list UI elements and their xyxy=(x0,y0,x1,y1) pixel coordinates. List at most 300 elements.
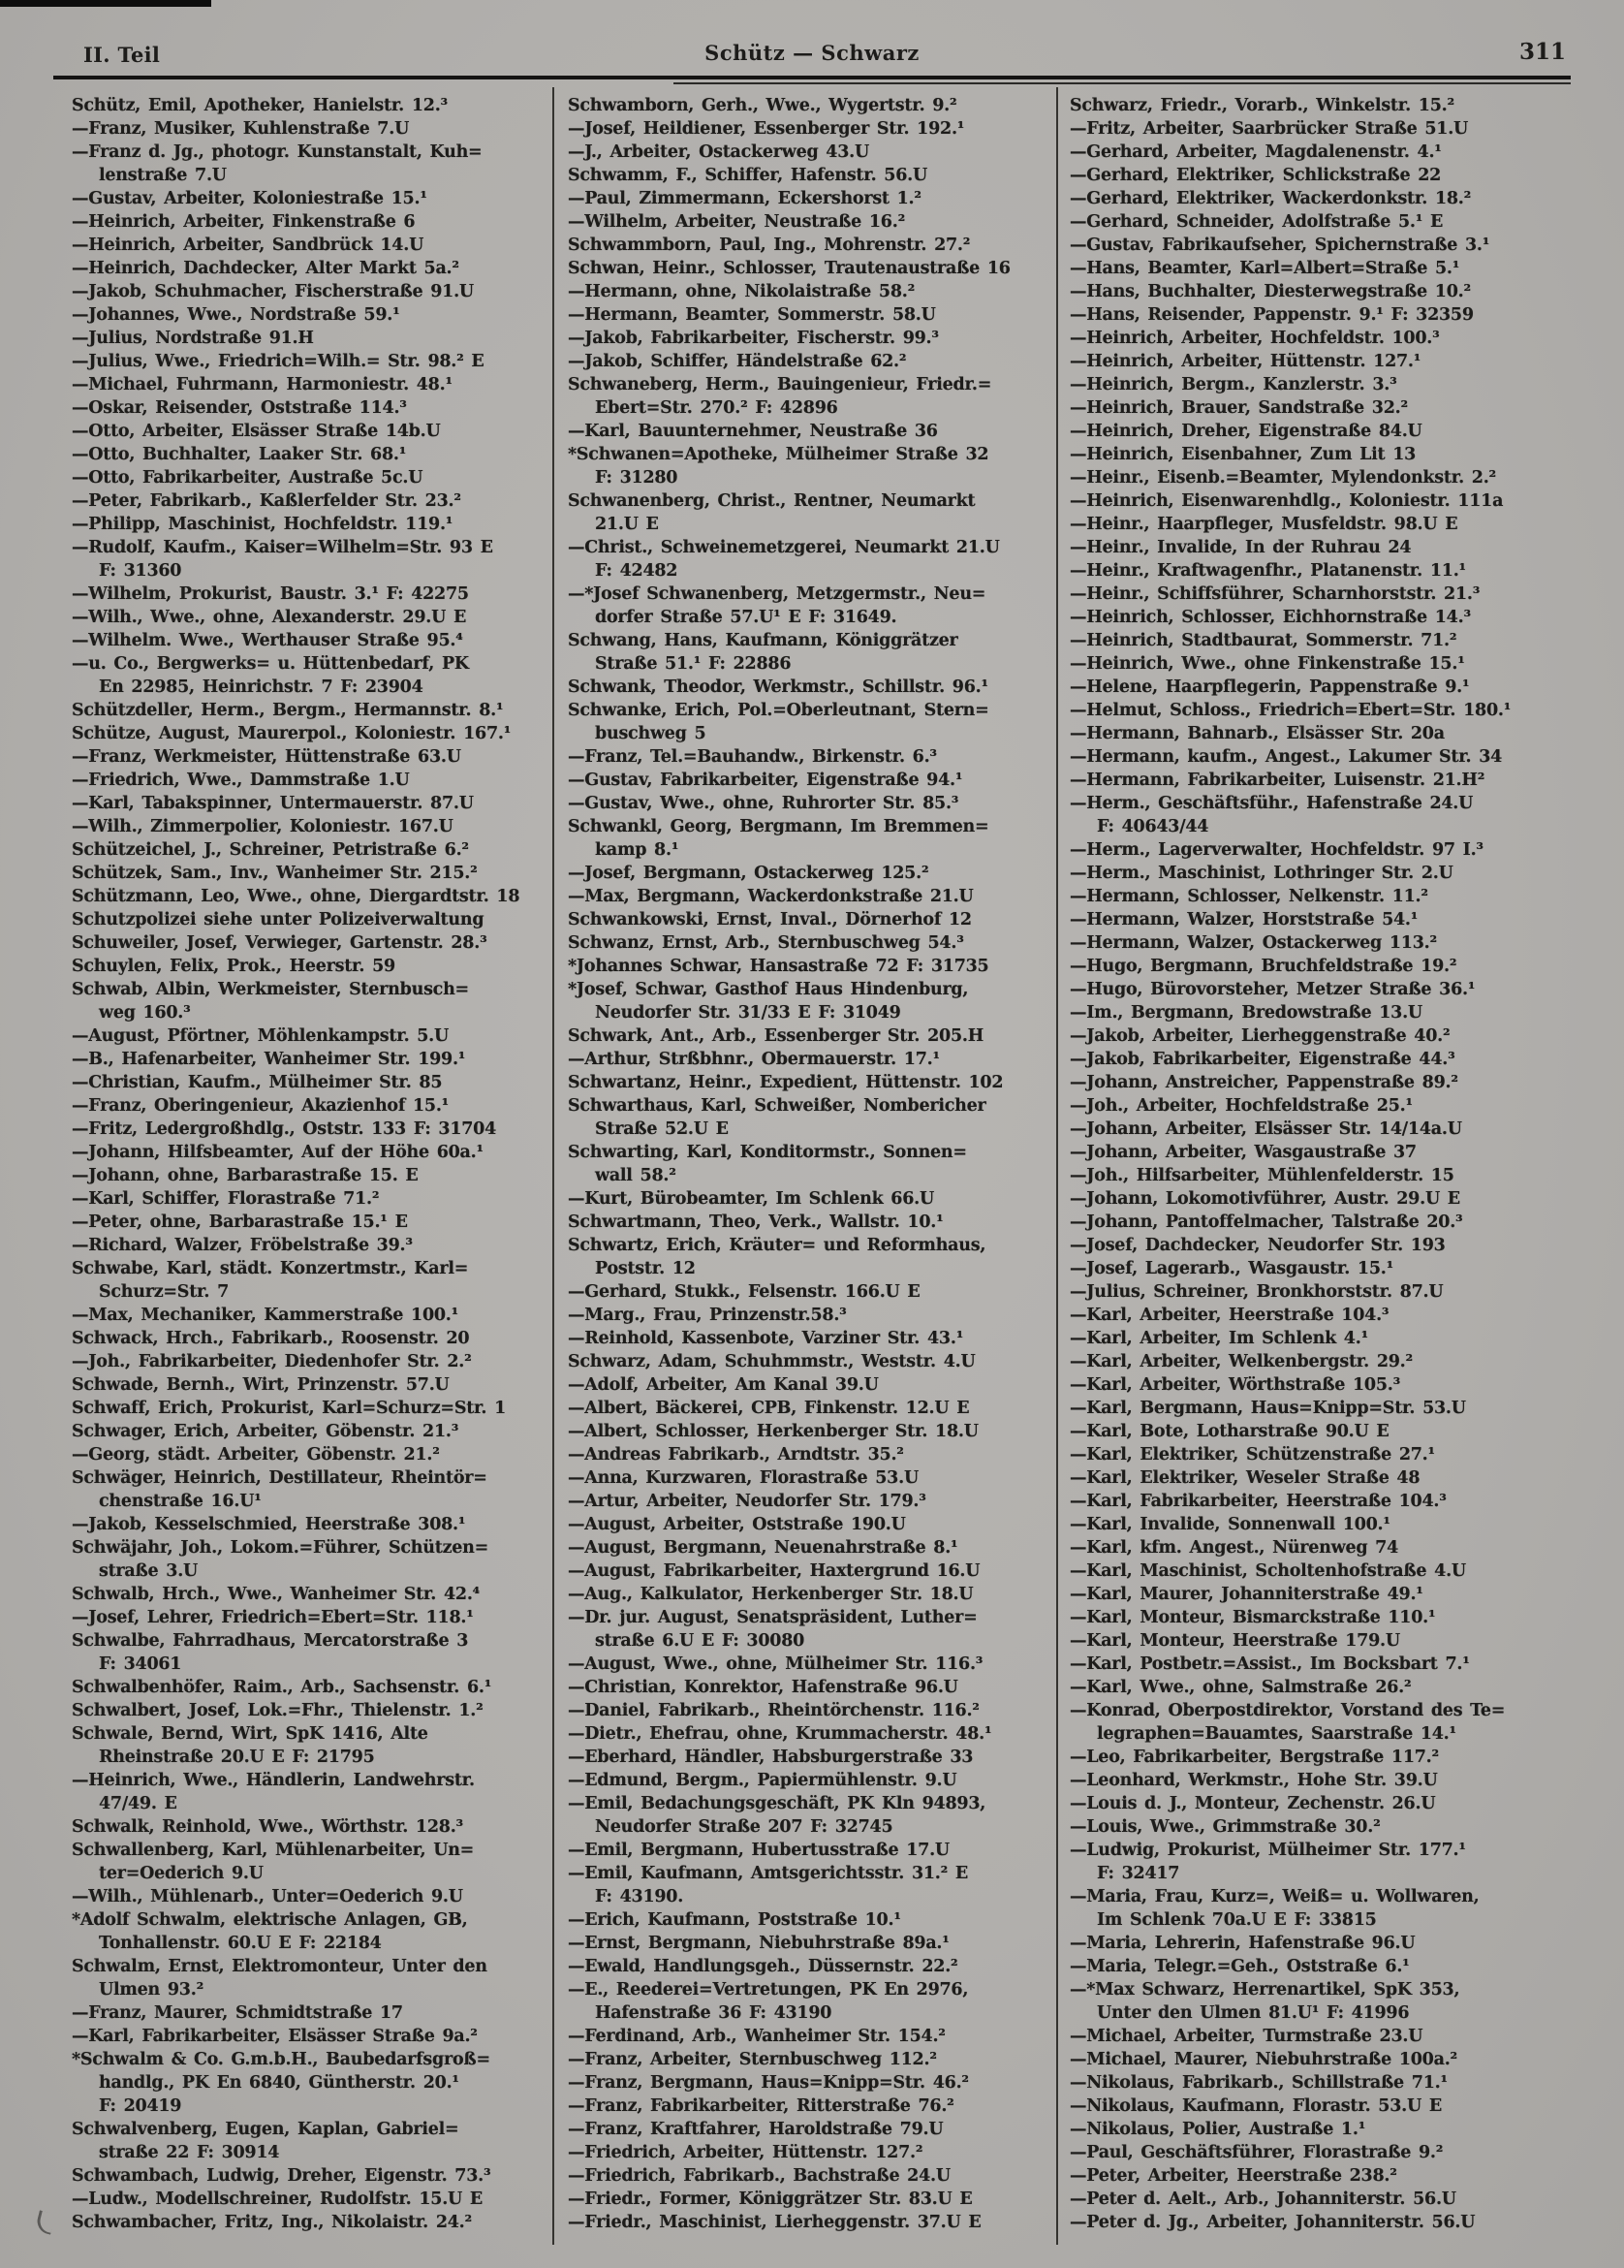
directory-entry xyxy=(568,1699,1050,1722)
entry-line: —Paul, Geschäftsführer, Florastraße 9.² xyxy=(1070,2143,1444,2162)
entry-line: —Louis d. J., Monteur, Zechenstr. 26.U xyxy=(1070,1794,1436,1813)
entry-line: —Franz, Fabrikarbeiter, Ritterstraße 76.² xyxy=(568,2096,954,2116)
entry-line: —Heinrich, Bergm., Kanzlerstr. 3.³ xyxy=(1070,375,1397,394)
directory-entry xyxy=(1070,1513,1560,1536)
entry-line: Schwack, Hrch., Fabrikarb., Roosenstr. 20 xyxy=(72,1329,470,1348)
entry-line: —Peter, Arbeiter, Heerstraße 238.² xyxy=(1070,2166,1397,2186)
entry-line: Schwank, Theodor, Werkmstr., Schillstr. 96.¹ xyxy=(568,677,988,697)
directory-entry xyxy=(72,466,548,489)
directory-entry xyxy=(1070,1350,1560,1373)
column-separator xyxy=(1056,87,1058,2245)
entry-line: —Heinrich, Eisenbahner, Zum Lit 13 xyxy=(1070,445,1417,464)
entry-line: —Kurt, Bürobeamter, Im Schlenk 66.U xyxy=(568,1189,935,1209)
directory-entry xyxy=(72,1327,548,1350)
directory-entry xyxy=(72,2188,548,2211)
entry-line: *Schwanen=Apotheke, Mülheimer Straße 32 xyxy=(568,445,989,464)
directory-entry xyxy=(72,420,548,443)
directory-entry xyxy=(72,1583,548,1606)
entry-line: Schwamm, F., Schiffer, Hafenstr. 56.U xyxy=(568,166,928,185)
entry-line: —Heinrich, Arbeiter, Hochfeldstr. 100.³ xyxy=(1070,329,1440,348)
entry-line: —Louis, Wwe., Grimmstraße 30.² xyxy=(1070,1817,1381,1837)
directory-entry xyxy=(72,1885,548,1908)
directory-entry xyxy=(72,187,548,210)
directory-entry xyxy=(72,1257,548,1304)
entry-line: —Karl, Bote, Lotharstraße 90.U E xyxy=(1070,1422,1390,1441)
directory-entry xyxy=(568,769,1050,792)
entry-line: —Johann, Anstreicher, Pappenstraße 89.² xyxy=(1070,1073,1458,1092)
entry-continuation-line: F: 32417 xyxy=(1097,1864,1180,1883)
directory-entry xyxy=(568,583,1050,629)
entry-continuation-line: dorfer Straße 57.U¹ E F: 31649. xyxy=(595,608,897,627)
entry-line: —Jakob, Kesselschmied, Heerstraße 308.¹ xyxy=(72,1515,466,1534)
entry-line: —Karl, Invalide, Sonnenwall 100.¹ xyxy=(1070,1515,1390,1534)
directory-entry xyxy=(72,1908,548,1955)
entry-line: —Max, Bergmann, Wackerdonkstraße 21.U xyxy=(568,887,974,906)
directory-entry xyxy=(1070,1676,1560,1699)
entry-line: —Heinr., Haarpfleger, Musfeldstr. 98.U E xyxy=(1070,515,1458,534)
directory-entry xyxy=(72,1234,548,1257)
entry-line: —Joh., Arbeiter, Hochfeldstraße 25.¹ xyxy=(1070,1096,1413,1116)
entry-line: —Gerhard, Arbeiter, Magdalenenstr. 4.¹ xyxy=(1070,142,1442,162)
directory-entry xyxy=(1070,1792,1560,1815)
entry-line: —Jakob, Fabrikarbeiter, Fischerstr. 99.³ xyxy=(568,329,939,348)
entry-line: —Karl, Bauunternehmer, Neustraße 36 xyxy=(568,422,938,441)
page-part-label: II. Teil xyxy=(83,43,161,67)
directory-entry xyxy=(72,280,548,303)
entry-line: Schwale, Bernd, Wirt, SpK 1416, Alte xyxy=(72,1724,428,1744)
entry-line: —Christian, Kaufm., Mülheimer Str. 85 xyxy=(72,1073,443,1092)
entry-line: —Johann, Arbeiter, Elsässer Str. 14/14a.U xyxy=(1070,1119,1462,1139)
entry-line: Schwanenberg, Christ., Rentner, Neumarkt xyxy=(568,491,976,511)
entry-line: Schwartz, Erich, Kräuter= und Reformhaus, xyxy=(568,1236,986,1255)
directory-entry xyxy=(1070,1048,1560,1071)
directory-entry xyxy=(568,350,1050,373)
entry-continuation-line: F: 43190. xyxy=(595,1887,684,1906)
entry-line: —*Max Schwarz, Herrenartikel, SpK 353, xyxy=(1070,1980,1460,2000)
directory-entry xyxy=(1070,1466,1560,1490)
directory-entry xyxy=(568,1955,1050,1978)
entry-line: —Gerhard, Elektriker, Schlickstraße 22 xyxy=(1070,166,1442,185)
directory-entry xyxy=(1070,210,1560,234)
directory-entry xyxy=(72,1629,548,1676)
entry-line: —Eberhard, Händler, Habsburgerstraße 33 xyxy=(568,1748,974,1767)
entry-line: —Albert, Schlosser, Herkenberger Str. 18.U xyxy=(568,1422,979,1441)
directory-entry xyxy=(568,1048,1050,1071)
entry-line: —Hugo, Bergmann, Bruchfeldstraße 19.² xyxy=(1070,957,1457,976)
directory-entry xyxy=(568,373,1050,420)
directory-entry xyxy=(1070,1420,1560,1443)
directory-entry xyxy=(568,2164,1050,2188)
directory-entry xyxy=(568,629,1050,676)
entry-line: —Michael, Arbeiter, Turmstraße 23.U xyxy=(1070,2027,1423,2046)
entry-line: —Hermann, Bahnarb., Elsässer Str. 20a xyxy=(1070,724,1445,743)
directory-entry xyxy=(72,1094,548,1118)
entry-continuation-line: buschweg 5 xyxy=(595,724,706,743)
entry-line: —Heinr., Eisenb.=Beamter, Mylendonkstr. 2.² xyxy=(1070,468,1496,488)
entry-line: —Gerhard, Stukk., Felsenstr. 166.U E xyxy=(568,1282,921,1302)
entry-continuation-line: Ebert=Str. 270.² F: 42896 xyxy=(595,398,838,418)
directory-entry xyxy=(1070,1885,1560,1932)
entry-continuation-line: F: 20419 xyxy=(99,2096,182,2116)
directory-entry xyxy=(568,1490,1050,1513)
directory-entry xyxy=(1070,373,1560,396)
entry-line: —Konrad, Oberpostdirektor, Vorstand des Te= xyxy=(1070,1701,1506,1720)
directory-entry xyxy=(72,1443,548,1466)
entry-line: Schwaff, Erich, Prokurist, Karl=Schurz=Str. 1 xyxy=(72,1399,507,1418)
directory-entry xyxy=(72,2001,548,2025)
directory-entry xyxy=(568,862,1050,885)
directory-entry xyxy=(1070,2071,1560,2095)
entry-line: —Christ., Schweinemetzgerei, Neumarkt 21.U xyxy=(568,538,1000,557)
directory-entry xyxy=(72,699,548,722)
directory-entry xyxy=(568,1466,1050,1490)
directory-entry xyxy=(568,931,1050,955)
directory-entry xyxy=(72,1420,548,1443)
entry-line: —Peter, ohne, Barbarastraße 15.¹ E xyxy=(72,1213,408,1232)
entry-line: —Johannes, Wwe., Nordstraße 59.¹ xyxy=(72,305,400,325)
entry-continuation-line: F: 40643/44 xyxy=(1097,817,1209,836)
directory-entry xyxy=(1070,978,1560,1001)
entry-line: Schwan, Heinr., Schlosser, Trautenaustraße 16 xyxy=(568,259,1011,278)
directory-entry xyxy=(1070,2164,1560,2188)
directory-entry xyxy=(1070,769,1560,792)
entry-line: —Paul, Zimmermann, Eckershorst 1.² xyxy=(568,189,921,208)
entry-line: —Karl, Bergmann, Haus=Knipp=Str. 53.U xyxy=(1070,1399,1466,1418)
entry-line: —Friedrich, Fabrikarb., Bachstraße 24.U xyxy=(568,2166,951,2186)
entry-line: —Wilh., Mühlenarb., Unter=Oederich 9.U xyxy=(72,1887,463,1906)
directory-entry xyxy=(72,583,548,606)
directory-entry xyxy=(1070,1559,1560,1583)
directory-entry xyxy=(568,2025,1050,2048)
entry-line: —Aug., Kalkulator, Herkenberger Str. 18.U xyxy=(568,1585,974,1604)
entry-line: —Wilhelm. Wwe., Werthauser Straße 95.⁴ xyxy=(72,631,463,650)
entry-line: —Karl, Arbeiter, Im Schlenk 4.¹ xyxy=(1070,1329,1368,1348)
directory-entry xyxy=(72,94,548,117)
entry-line: —Heinrich, Brauer, Sandstraße 32.² xyxy=(1070,398,1408,418)
directory-entry xyxy=(568,1141,1050,1187)
entry-line: Schwark, Ant., Arb., Essenberger Str. 205.H xyxy=(568,1026,984,1046)
entry-continuation-line: lenstraße 7.U xyxy=(99,166,227,185)
directory-entry xyxy=(568,234,1050,257)
entry-line: —Franz, Arbeiter, Sternbuschweg 112.² xyxy=(568,2050,937,2069)
entry-line: —Emil, Bergmann, Hubertusstraße 17.U xyxy=(568,1841,950,1860)
directory-entry xyxy=(1070,1932,1560,1955)
entry-line: —August, Wwe., ohne, Mülheimer Str. 116.³ xyxy=(568,1654,984,1674)
directory-entry xyxy=(1070,1141,1560,1164)
directory-entry xyxy=(568,210,1050,234)
entry-line: Schwalbert, Josef, Lok.=Fhr., Thielenstr. 1.² xyxy=(72,1701,484,1720)
directory-entry xyxy=(1070,1071,1560,1094)
directory-entry xyxy=(1070,420,1560,443)
directory-entry xyxy=(568,2141,1050,2164)
directory-entry xyxy=(1070,327,1560,350)
entry-line: —Peter d. Aelt., Arb., Johanniterstr. 56.U xyxy=(1070,2189,1456,2209)
directory-entry xyxy=(72,1722,548,1769)
directory-entry xyxy=(1070,722,1560,745)
directory-entry xyxy=(72,443,548,466)
directory-entry xyxy=(72,1048,548,1071)
directory-entry xyxy=(568,1559,1050,1583)
directory-entry xyxy=(72,536,548,583)
directory-column-2 xyxy=(568,94,1050,2234)
entry-continuation-line: straße 22 F: 30914 xyxy=(99,2143,280,2162)
directory-entry xyxy=(72,2164,548,2188)
entry-line: —Karl, Schiffer, Florastraße 71.² xyxy=(72,1189,380,1209)
directory-entry xyxy=(72,1141,548,1164)
directory-entry xyxy=(1070,489,1560,513)
entry-continuation-line: wall 58.² xyxy=(595,1166,676,1185)
entry-line: —Karl, Fabrikarbeiter, Heerstraße 104.³ xyxy=(1070,1492,1447,1511)
directory-entry xyxy=(72,1769,548,1815)
directory-entry xyxy=(568,1862,1050,1908)
directory-entry xyxy=(1070,94,1560,117)
directory-entry xyxy=(568,815,1050,862)
entry-line: —August, Pförtner, Möhlenkampstr. 5.U xyxy=(72,1026,450,1046)
entry-line: —Otto, Arbeiter, Elsässer Straße 14b.U xyxy=(72,422,441,441)
directory-entry xyxy=(72,978,548,1024)
entry-line: —Herm., Geschäftsführ., Hafenstraße 24.U xyxy=(1070,794,1474,813)
entry-line: —Hermann, Walzer, Horststraße 54.¹ xyxy=(1070,910,1419,929)
directory-entry xyxy=(1070,862,1560,885)
entry-line: —August, Fabrikarbeiter, Haxtergrund 16.U xyxy=(568,1561,981,1581)
entry-line: Schwäger, Heinrich, Destillateur, Rheintör= xyxy=(72,1468,487,1488)
entry-line: —Leonhard, Werkmstr., Hohe Str. 39.U xyxy=(1070,1771,1438,1790)
directory-entry xyxy=(1070,1001,1560,1024)
entry-line: —Josef, Lehrer, Friedrich=Ebert=Str. 118.¹ xyxy=(72,1608,474,1627)
column-separator xyxy=(552,87,554,2245)
entry-line: —Fritz, Arbeiter, Saarbrücker Straße 51.U xyxy=(1070,119,1469,139)
directory-entry xyxy=(72,2118,548,2164)
entry-line: —Karl, Monteur, Heerstraße 179.U xyxy=(1070,1631,1400,1651)
directory-entry xyxy=(568,955,1050,978)
entry-line: Schwarting, Karl, Konditormstr., Sonnen= xyxy=(568,1143,967,1162)
entry-continuation-line: Tonhallenstr. 60.U E F: 22184 xyxy=(99,1934,382,1953)
entry-line: —u. Co., Bergwerks= u. Hüttenbedarf, PK xyxy=(72,654,469,674)
entry-line: —Ernst, Bergmann, Niebuhrstraße 89a.¹ xyxy=(568,1934,950,1953)
entry-line: —Heinr., Kraftwagenfhr., Platanenstr. 11.¹ xyxy=(1070,561,1466,581)
directory-entry xyxy=(1070,2025,1560,2048)
directory-entry xyxy=(72,1955,548,2001)
entry-line: Schwade, Bernh., Wirt, Prinzenstr. 57.U xyxy=(72,1375,450,1395)
directory-column-3 xyxy=(1070,94,1560,2234)
directory-entry xyxy=(1070,164,1560,187)
entry-line: —Maria, Frau, Kurz=, Weiß= u. Wollwaren, xyxy=(1070,1887,1480,1906)
entry-line: —Wilh., Wwe., ohne, Alexanderstr. 29.U E xyxy=(72,608,467,627)
entry-line: —Friedrich, Arbeiter, Hüttenstr. 127.² xyxy=(568,2143,923,2162)
entry-line: —Karl, Elektriker, Schützenstraße 27.¹ xyxy=(1070,1445,1435,1465)
directory-entry xyxy=(568,1606,1050,1653)
entry-line: —Johann, ohne, Barbarastraße 15. E xyxy=(72,1166,419,1185)
entry-line: Schwallenberg, Karl, Mühlenarbeiter, Un= xyxy=(72,1841,475,1860)
directory-entry xyxy=(568,280,1050,303)
directory-entry xyxy=(568,1536,1050,1559)
entry-line: Schwalm, Ernst, Elektromonteur, Unter den xyxy=(72,1957,487,1976)
entry-line: —Maria, Lehrerin, Hafenstraße 96.U xyxy=(1070,1934,1416,1953)
directory-entry xyxy=(568,699,1050,745)
entry-continuation-line: Hafenstraße 36 F: 43190 xyxy=(595,2003,832,2023)
directory-entry xyxy=(72,2048,548,2118)
directory-entry xyxy=(568,94,1050,117)
entry-line: —August, Bergmann, Neuenahrstraße 8.¹ xyxy=(568,1538,958,1558)
entry-line: *Josef, Schwar, Gasthof Haus Hindenburg, xyxy=(568,980,969,999)
entry-line: —B., Hafenarbeiter, Wanheimer Str. 199.¹ xyxy=(72,1050,466,1069)
entry-line: —Hermann, Fabrikarbeiter, Luisenstr. 21.H² xyxy=(1070,771,1485,790)
entry-line: —Heinrich, Eisenwarenhdlg., Koloniestr. 111a xyxy=(1070,491,1504,511)
entry-line: —Dietr., Ehefrau, ohne, Krummacherstr. 48.¹ xyxy=(568,1724,992,1744)
entry-continuation-line: Straße 51.¹ F: 22886 xyxy=(595,654,792,674)
entry-line: —Ferdinand, Arb., Wanheimer Str. 154.² xyxy=(568,2027,946,2046)
entry-continuation-line: Poststr. 12 xyxy=(595,1259,696,1278)
directory-entry xyxy=(1070,257,1560,280)
directory-entry xyxy=(568,792,1050,815)
directory-entry xyxy=(72,885,548,908)
directory-entry xyxy=(72,1699,548,1722)
entry-line: Schwartanz, Heinr., Expedient, Hüttenstr. 102 xyxy=(568,1073,1004,1092)
entry-line: Schwäjahr, Joh., Lokom.=Führer, Schützen= xyxy=(72,1538,489,1558)
entry-line: —Jakob, Arbeiter, Lierheggenstraße 40.² xyxy=(1070,1026,1451,1046)
entry-line: —Herm., Lagerverwalter, Hochfeldstr. 97 I.³ xyxy=(1070,840,1483,860)
entry-continuation-line: chenstraße 16.U¹ xyxy=(99,1492,262,1511)
entry-line: —Heinrich, Dreher, Eigenstraße 84.U xyxy=(1070,422,1422,441)
entry-line: —Johann, Arbeiter, Wasgaustraße 37 xyxy=(1070,1143,1417,1162)
entry-line: —August, Arbeiter, Oststraße 190.U xyxy=(568,1515,906,1534)
entry-line: Schwartmann, Theo, Verk., Wallstr. 10.¹ xyxy=(568,1213,944,1232)
directory-entry xyxy=(1070,2141,1560,2164)
entry-line: —Heinr., Invalide, In der Ruhrau 24 xyxy=(1070,538,1412,557)
entry-line: —Julius, Wwe., Friedrich=Wilh.= Str. 98.² E xyxy=(72,352,484,371)
directory-entry xyxy=(1070,1536,1560,1559)
directory-entry xyxy=(72,373,548,396)
entry-continuation-line: Ulmen 93.² xyxy=(99,1980,203,2000)
directory-entry xyxy=(1070,745,1560,769)
directory-entry xyxy=(568,187,1050,210)
directory-entry xyxy=(72,629,548,652)
directory-entry xyxy=(568,443,1050,489)
directory-entry xyxy=(72,1071,548,1094)
entry-line: —Herm., Maschinist, Lothringer Str. 2.U xyxy=(1070,864,1453,883)
directory-entry xyxy=(1070,1234,1560,1257)
entry-line: —Franz, Tel.=Bauhandw., Birkenstr. 6.³ xyxy=(568,747,937,767)
entry-line: Schwanz, Ernst, Arb., Sternbuschweg 54.³ xyxy=(568,933,964,953)
entry-continuation-line: F: 31360 xyxy=(99,561,182,581)
entry-line: —Maria, Telegr.=Geh., Oststraße 6.¹ xyxy=(1070,1957,1410,1976)
directory-entry xyxy=(1070,885,1560,908)
directory-entry xyxy=(568,2071,1050,2095)
entry-line: —Friedr., Maschinist, Lierheggenstr. 37.U E xyxy=(568,2213,982,2232)
directory-entry xyxy=(1070,1653,1560,1676)
directory-entry xyxy=(72,722,548,745)
entry-line: —Karl, Postbetr.=Assist., Im Bocksbart 7.¹ xyxy=(1070,1654,1470,1674)
entry-line: —Nikolaus, Kaufmann, Florastr. 53.U E xyxy=(1070,2096,1442,2116)
entry-line: Schützmann, Leo, Wwe., ohne, Diergardtstr. 18 xyxy=(72,887,520,906)
directory-entry xyxy=(568,1908,1050,1932)
entry-line: —Hermann, ohne, Nikolaistraße 58.² xyxy=(568,282,916,301)
directory-entry xyxy=(72,1350,548,1373)
entry-line: —Max, Mechaniker, Kammerstraße 100.¹ xyxy=(72,1306,459,1325)
directory-entry xyxy=(1070,350,1560,373)
directory-entry xyxy=(1070,234,1560,257)
directory-entry xyxy=(568,1071,1050,1094)
entry-line: —Karl, Tabakspinner, Untermauerstr. 87.U xyxy=(72,794,474,813)
print-artifact xyxy=(35,2210,56,2234)
entry-line: —Wilhelm, Prokurist, Baustr. 3.¹ F: 42275 xyxy=(72,584,469,604)
entry-continuation-line: ter=Oederich 9.U xyxy=(99,1864,264,1883)
directory-entry xyxy=(72,652,548,699)
directory-entry xyxy=(1070,838,1560,862)
directory-entry xyxy=(568,1839,1050,1862)
entry-line: —Karl, Fabrikarbeiter, Elsässer Straße 9a.² xyxy=(72,2027,478,2046)
directory-entry xyxy=(1070,1606,1560,1629)
directory-entry xyxy=(72,1676,548,1699)
entry-line: Schütz, Emil, Apotheker, Hanielstr. 12.³ xyxy=(72,96,448,115)
entry-line: —Arthur, Strßbhnr., Obermauerstr. 17.¹ xyxy=(568,1050,940,1069)
entry-line: Schwammborn, Paul, Ing., Mohrenstr. 27.² xyxy=(568,236,971,255)
entry-line: —J., Arbeiter, Ostackerweg 43.U xyxy=(568,142,870,162)
entry-line: —Karl, Arbeiter, Wörthstraße 105.³ xyxy=(1070,1375,1400,1395)
entry-line: —Joh., Hilfsarbeiter, Mühlenfelderstr. 15 xyxy=(1070,1166,1454,1185)
entry-continuation-line: Straße 52.U E xyxy=(595,1119,729,1139)
header-rule xyxy=(53,76,1571,79)
entry-line: —Karl, Elektriker, Weseler Straße 48 xyxy=(1070,1468,1421,1488)
directory-entry xyxy=(72,931,548,955)
entry-line: —Gustav, Arbeiter, Koloniestraße 15.¹ xyxy=(72,189,427,208)
directory-entry xyxy=(72,2025,548,2048)
entry-line: —Josef, Bergmann, Ostackerweg 125.² xyxy=(568,864,929,883)
directory-column-1 xyxy=(72,94,548,2234)
entry-line: —Gustav, Fabrikarbeiter, Eigenstraße 94.¹ xyxy=(568,771,963,790)
directory-entry xyxy=(1070,303,1560,327)
directory-entry xyxy=(1070,1304,1560,1327)
directory-entry xyxy=(568,1746,1050,1769)
directory-entry xyxy=(568,2211,1050,2234)
entry-line: —Heinrich, Schlosser, Eichhornstraße 14.³ xyxy=(1070,608,1471,627)
entry-line: Schuylen, Felix, Prok., Heerstr. 59 xyxy=(72,957,395,976)
directory-entry xyxy=(72,513,548,536)
entry-line: —Heinrich, Arbeiter, Finkenstraße 6 xyxy=(72,212,416,232)
entry-line: —Georg, städt. Arbeiter, Göbenstr. 21.² xyxy=(72,1445,440,1465)
directory-entry xyxy=(1070,1187,1560,1211)
entry-line: —Heinrich, Wwe., Händlerin, Landwehrstr. xyxy=(72,1771,475,1790)
entry-line: *Schwalm & Co. G.m.b.H., Baubedarfsgroß= xyxy=(72,2050,490,2069)
entry-line: —Heinrich, Dachdecker, Alter Markt 5a.² xyxy=(72,259,459,278)
entry-line: —Josef, Heildiener, Essenberger Str. 192.¹ xyxy=(568,119,965,139)
directory-entry xyxy=(72,1304,548,1327)
scan-edge-artifact xyxy=(0,0,211,7)
entry-continuation-line: 47/49. E xyxy=(99,1794,177,1813)
directory-entry xyxy=(1070,629,1560,652)
entry-continuation-line: legraphen=Bauamtes, Saarstraße 14.¹ xyxy=(1097,1724,1456,1744)
entry-line: —Johann, Lokomotivführer, Austr. 29.U E xyxy=(1070,1189,1460,1209)
directory-entry xyxy=(72,327,548,350)
entry-line: —Heinrich, Stadtbaurat, Sommerstr. 71.² xyxy=(1070,631,1457,650)
directory-entry xyxy=(72,792,548,815)
entry-line: Schützdeller, Herm., Bergm., Hermannstr. 8.¹ xyxy=(72,701,504,720)
directory-entry xyxy=(568,2118,1050,2141)
directory-entry xyxy=(568,117,1050,141)
directory-entry xyxy=(72,908,548,931)
directory-entry xyxy=(1070,2048,1560,2071)
directory-entry xyxy=(568,1094,1050,1141)
entry-line: —Karl, Wwe., ohne, Salmstraße 26.² xyxy=(1070,1678,1412,1697)
entry-line: —Emil, Kaufmann, Amtsgerichtsstr. 31.² E xyxy=(568,1864,968,1883)
entry-continuation-line: Unter den Ulmen 81.U¹ F: 41996 xyxy=(1097,2003,1410,2023)
entry-line: —Josef, Dachdecker, Neudorfer Str. 193 xyxy=(1070,1236,1446,1255)
directory-entry xyxy=(1070,466,1560,489)
entry-line: Schützeichel, J., Schreiner, Petristraße 6.² xyxy=(72,840,469,860)
directory-entry xyxy=(568,420,1050,443)
entry-line: Schwalbe, Fahrradhaus, Mercatorstraße 3 xyxy=(72,1631,469,1651)
directory-entry xyxy=(1070,2095,1560,2118)
